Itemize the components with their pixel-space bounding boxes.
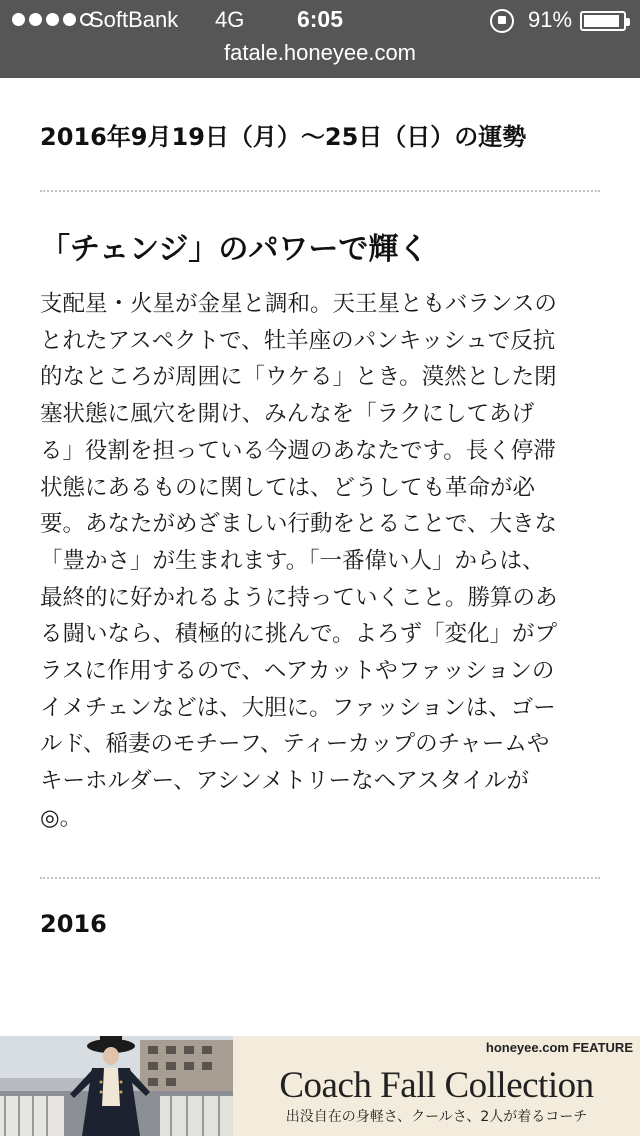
url-bar[interactable]: fatale.honeyee.com: [223, 40, 417, 65]
status-bar: [0, 0, 640, 40]
dotted-divider: [40, 877, 600, 879]
body-line: 最終的に好かれるように持っていくこと。勝算のあ: [40, 584, 558, 611]
ad-photo: [0, 1036, 233, 1136]
body-line: ◎。: [40, 804, 83, 831]
network-type: 4G: [215, 7, 245, 32]
body-line: イメチェンなどは、大胆に。ファッションは、ゴー: [40, 694, 556, 721]
fortune-date-heading: 2016年9月19日（月）〜25日（日）の運勢: [40, 123, 527, 151]
status-time: 6:05: [296, 6, 344, 32]
article-title: 「チェンジ」のパワーで輝く: [40, 232, 429, 267]
body-line: とれたアスペクトで、牡羊座のパンキッシュで反抗: [40, 327, 556, 354]
body-line: 塞状態に風穴を開け、みんなを「ラクにしてあげ: [40, 401, 535, 428]
body-line: る」役割を担っている今週のあなたです。長く停滞: [40, 437, 556, 464]
orientation-lock-icon: [490, 9, 514, 33]
dotted-divider: [40, 190, 600, 192]
body-line: 「豊かさ」が生まれます。「一番偉い人」からは、: [40, 547, 545, 574]
browser-top-bar: [0, 0, 640, 78]
body-line: キーホルダー、アシンメトリーなヘアスタイルが: [40, 768, 530, 795]
battery-percentage: 91%: [528, 7, 573, 32]
battery-icon: [580, 11, 626, 31]
next-section-heading: 2016: [40, 909, 107, 938]
ad-subtitle: 出没自在の身軽さ、クールさ、2人が着るコーチ: [285, 1109, 588, 1125]
body-line: ラスに作用するので、ヘアカットやファッションの: [40, 658, 555, 685]
body-line: 要。あなたがめざましい行動をとることで、大きな: [40, 511, 558, 538]
article-content: [40, 78, 600, 941]
body-line: る闘いなら、積極的に挑んで。よろず「変化」がプ: [40, 621, 558, 648]
body-line: 的なところが周囲に「ウケる」とき。漠然とした閉: [40, 364, 557, 391]
ad-text: [233, 1036, 640, 1136]
article-body: [40, 286, 600, 837]
battery-level-fill: [584, 15, 619, 27]
body-line: 状態にあるものに関しては、どうしても革命が必: [40, 474, 536, 501]
ad-feature-label: honeyee.com FEATURE: [485, 1040, 633, 1055]
ad-banner-coach-fall-collection[interactable]: [0, 1036, 640, 1136]
body-line: ルド、稲妻のモチーフ、ティーカップのチャームや: [40, 731, 550, 758]
ad-title: Coach Fall Collection: [279, 1065, 594, 1106]
carrier-name: SoftBank: [89, 7, 179, 32]
body-line: 支配星・火星が金星と調和。天王星ともバランスの: [40, 291, 557, 317]
